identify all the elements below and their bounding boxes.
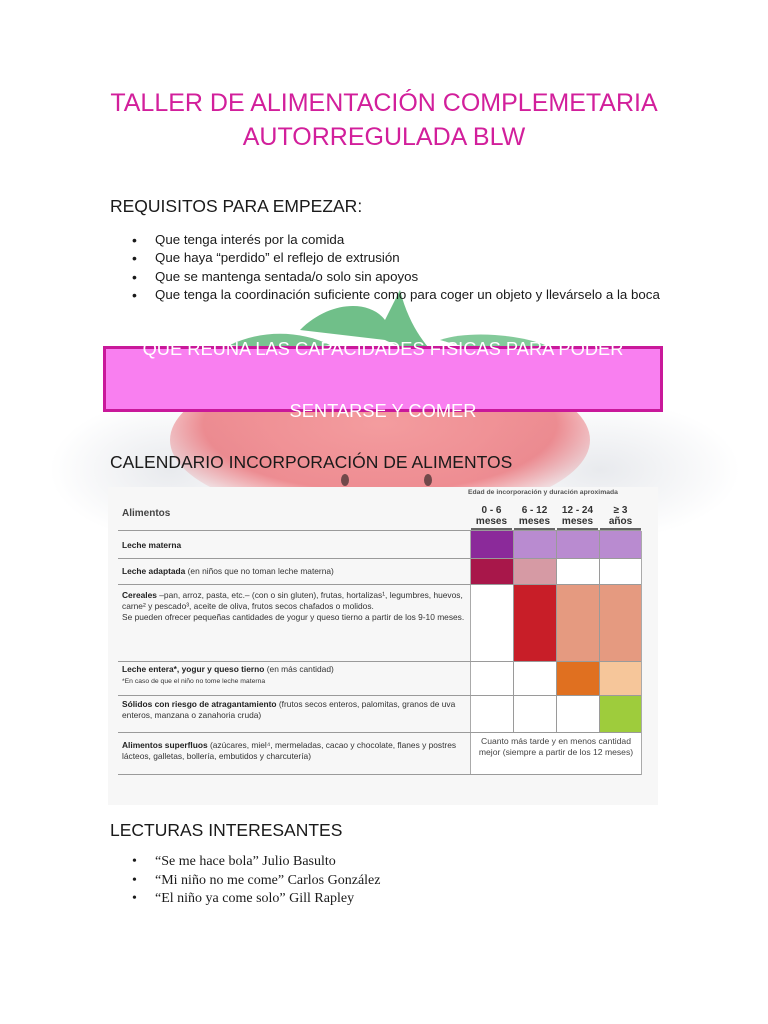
food-introduction-table xyxy=(108,487,658,805)
row-divider xyxy=(118,695,641,696)
requisitos-heading: REQUISITOS PARA EMPEZAR: xyxy=(110,196,363,216)
list-item: • “Se me hace bola” Julio Basulto xyxy=(130,853,670,872)
cell-cereales-12-24 xyxy=(557,585,599,661)
superfluos-note: Cuanto más tarde y en menos cantidad mejor (siempre a partir de los 12 meses) xyxy=(478,736,634,757)
list-item: • Que se mantenga sentada/o solo sin apoyos xyxy=(130,268,670,286)
physical-capacities-banner xyxy=(103,337,663,421)
title-line-2: AUTORREGULADA BLW xyxy=(242,123,526,151)
row-label-solidos: Sólidos con riesgo de atragantamiento (frutos secos enteros, palomitas, granos de uva enteros, manzana o zanahoria cruda) xyxy=(122,699,456,720)
cell-materna-3 xyxy=(600,531,641,558)
list-item: • Que tenga interés por la comida xyxy=(130,231,670,249)
age-header-3-anos: ≥ 3 años xyxy=(608,505,633,527)
cell-solidos-3 xyxy=(600,696,641,732)
banner-line-1: QUE REUNA LAS CAPACIDADES FíSICAS PARA PODER xyxy=(142,337,624,359)
cell-materna-6-12 xyxy=(514,531,556,558)
table-header-alimentos: Alimentos xyxy=(122,508,171,519)
list-item: • “El niño ya come solo” Gill Rapley xyxy=(130,890,670,909)
row-label-leche-adaptada: Leche adaptada (en niños que no toman leche materna) xyxy=(122,566,334,576)
cell-entera-12-24 xyxy=(557,662,599,695)
page-title xyxy=(0,86,768,154)
cell-adaptada-6-12 xyxy=(514,559,556,584)
row-divider xyxy=(118,774,641,775)
age-header-0-6: 0 - 6 meses xyxy=(475,505,508,527)
requisitos-list xyxy=(130,231,670,304)
row-divider xyxy=(118,558,641,559)
list-item: • Que tenga la coordinación suficiente como para coger un objeto y llevárselo a la boca xyxy=(130,286,670,304)
cell-materna-0-6 xyxy=(471,531,513,558)
list-item: • Que haya “perdido” el reflejo de extrusión xyxy=(130,249,670,267)
cell-cereales-6-12 xyxy=(514,585,556,661)
row-label-superfluos: Alimentos superfluos (azúcares, miel⁴, mermeladas, cacao y chocolate, flanes y postres lácteos, galletas, bollería, embutidos y charcutería) xyxy=(122,740,457,761)
title-line-1: TALLER DE ALIMENTACIÓN COMPLEMETARIA xyxy=(110,89,658,117)
banner-line-2: SENTARSE Y COMER xyxy=(289,399,477,421)
age-header-6-12: 6 - 12 meses xyxy=(518,505,551,527)
cell-materna-12-24 xyxy=(557,531,599,558)
row-label-leche-entera: Leche entera*, yogur y queso tierno (en más cantidad) *En caso de que el niño no tome leche materna xyxy=(122,664,334,685)
row-divider xyxy=(118,732,641,733)
cell-entera-3 xyxy=(600,662,641,695)
cell-adaptada-0-6 xyxy=(471,559,513,584)
row-label-cereales: Cereales –pan, arroz, pasta, etc.– (con o sin gluten), frutas, hortalizas¹, legumbres, huevos, carne² y pescado³, aceite de oliva, frutos secos chafados o molidos. Se pueden ofrecer pequeñas cantidades de yogur y queso tierno a partir de los 9-10 meses. xyxy=(122,590,465,622)
row-label-leche-materna: Leche materna xyxy=(122,540,182,550)
list-item: • “Mi niño no me come” Carlos González xyxy=(130,872,670,891)
lecturas-list xyxy=(130,853,670,909)
table-caption: Edad de incorporación y duración aproximada xyxy=(468,489,618,496)
calendario-heading: CALENDARIO INCORPORACIÓN DE ALIMENTOS xyxy=(110,452,513,472)
age-header-12-24: 12 - 24 meses xyxy=(561,505,594,527)
lecturas-heading: LECTURAS INTERESANTES xyxy=(110,820,343,840)
cell-cereales-3 xyxy=(600,585,641,661)
